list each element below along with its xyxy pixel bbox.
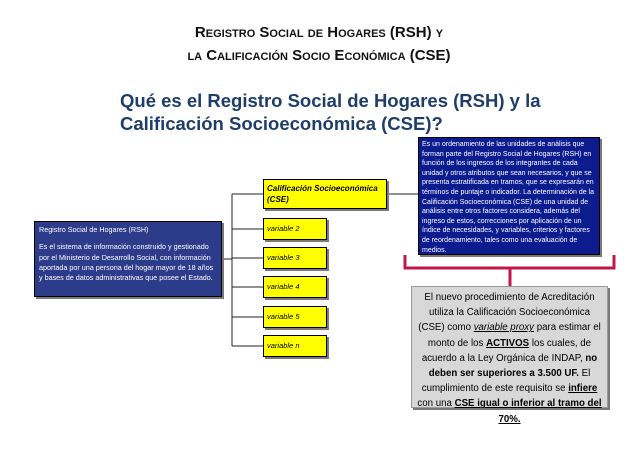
rsh-body: Es el sistema de información construido y gestionado por el Ministerio de Desarrollo Social, con información aportada por una persona del hogar mayor de 18 años y bases de datos administrativas que posee el Estado.	[39, 242, 214, 283]
variable-3-box: variable 3	[263, 247, 327, 269]
note-variable-proxy: variable proxy	[473, 322, 534, 334]
note-text-5: los cuales, de acuerdo a la Ley Orgánica de INDAP,	[421, 337, 592, 364]
note-text-1: El nuevo procedimiento de Acreditación utiliza la Calificación Socioeconómica (CSE) como	[418, 292, 595, 334]
variable-2-box: variable 2	[263, 218, 327, 240]
bracket	[405, 255, 614, 268]
note-infiere: infiere	[568, 383, 598, 395]
cse-description-box: Es un ordenamiento de las unidades de análisis que forman parte del Registro Social de Hogares (RSH) en función de los ingresos de los integrantes de cada unidad y otros atributos que sean necesarios, y que se presenta estratificada en tramos, que se expresarán en términos de puntaje o indicador. La determinación de la Calificación Socioeconómica (CSE) de una unidad de análisis entre otros factores considera, además del ingreso de estos, correcciones por aplicación de un índice de necesidades, y variables, criterios y factores de reordenamiento, tales como una evaluación de medios.	[418, 137, 600, 255]
note-text-9: con una	[417, 398, 455, 410]
note-box	[411, 286, 608, 425]
note-limit: no deben ser superiores a 3.500 UF.	[428, 352, 598, 380]
note-activos: ACTIVOS	[486, 337, 530, 349]
title-line-1: Qué es el Registro Social de Hogares (RSH) y la	[120, 90, 541, 111]
variable-4-box: variable 4	[263, 276, 327, 298]
variable-5-box: variable 5	[263, 306, 327, 328]
rsh-box	[34, 221, 222, 297]
title-line-2: Calificación Socioeconómica (CSE)?	[120, 113, 443, 134]
note-text-3: para estimar el monto de los	[427, 322, 601, 349]
note-text-7: El cumplimiento de este requisito se	[421, 368, 591, 395]
note-cse-70: CSE igual o inferior al tramo del 70%.	[454, 398, 602, 425]
cse-box: Calificación Socioeconómica (CSE)	[263, 179, 387, 209]
rsh-heading: Registro Social de Hogares (RSH)	[39, 225, 149, 234]
variable-n-box: variable n	[263, 335, 327, 357]
header-line-2: la Calificación Socio Económica (CSE)	[187, 47, 451, 64]
header-line-1: Registro Social de Hogares (RSH) y	[194, 24, 444, 41]
